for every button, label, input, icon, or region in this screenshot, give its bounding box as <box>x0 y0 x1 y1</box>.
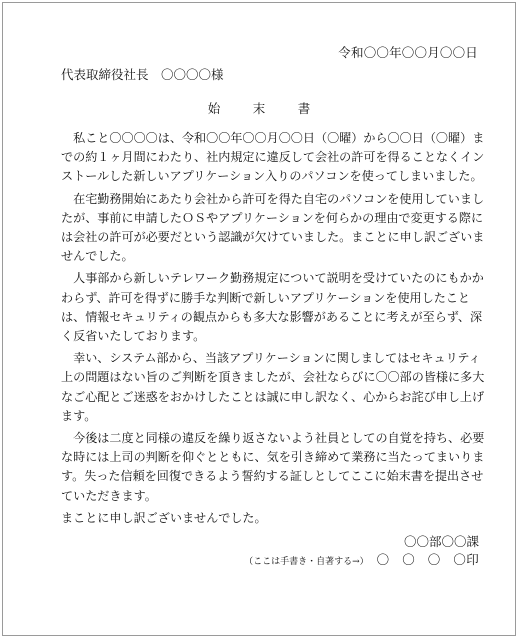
document-date: 令和〇〇年〇〇月〇〇日 <box>338 45 478 60</box>
body-paragraph: 人事部から新しいテレワーク勤務規定について説明を受けていたのにもかかわらず、許可を得ずに勝手な判断で新しいアプリケーションを使用したことは、情報セキュリティの観点からも多大な影響があることに考えが至らず、深く反省いたしております。 <box>61 271 484 344</box>
closing-line: まことに申し訳ございませんでした。 <box>61 510 267 525</box>
document-body <box>61 129 485 531</box>
body-paragraph: 在宅勤務開始にあたり会社から許可を得た自宅のパソコンを使用していましたが、事前に申請したＯＳやアプリケーションを何らかの理由で変更する際には会社の許可が必要だという認識が欠けていました。まことに申し訳ございませんでした。 <box>61 191 485 264</box>
signature-name: 〇 〇 〇 〇印 <box>376 552 479 567</box>
body-paragraph: 私こと〇〇〇〇は、令和〇〇年〇〇月〇〇日（〇曜）から〇〇日（〇曜）までの約１ヶ月間にわたり、社内規定に違反して会社の許可を得ることなくインストールした新しいアプリケーション入りのパソコンを使ってしまいました。 <box>61 131 485 184</box>
body-paragraph: 幸い、システム部から、当該アプリケーションに関しましてはセキュリティ上の問題はない旨のご判断を頂きましたが、会社ならびに〇〇部の皆様に多大なご心配とご迷惑をおかけしたことは誠に申し訳なく、心からお詫び申し上げます。 <box>61 351 485 423</box>
signature-note: （ここは手書き・自著する→） <box>244 557 369 567</box>
document-page <box>2 2 516 636</box>
signature-department: 〇〇部〇〇課 <box>403 534 479 549</box>
recipient-line: 代表取締役社長 〇〇〇〇様 <box>61 67 224 82</box>
body-paragraph: 今後は二度と同様の違反を繰り返さないよう社員としての自覚を持ち、必要な時には上司の判断を仰ぐとともに、気を引き締めて業務に当たってまいります。失った信頼を回復できるよう誓約する証しとしてここに始末書を提出させていただきます。 <box>61 431 485 503</box>
signature-row <box>244 550 479 568</box>
document-title: 始 末 書 <box>207 101 321 116</box>
